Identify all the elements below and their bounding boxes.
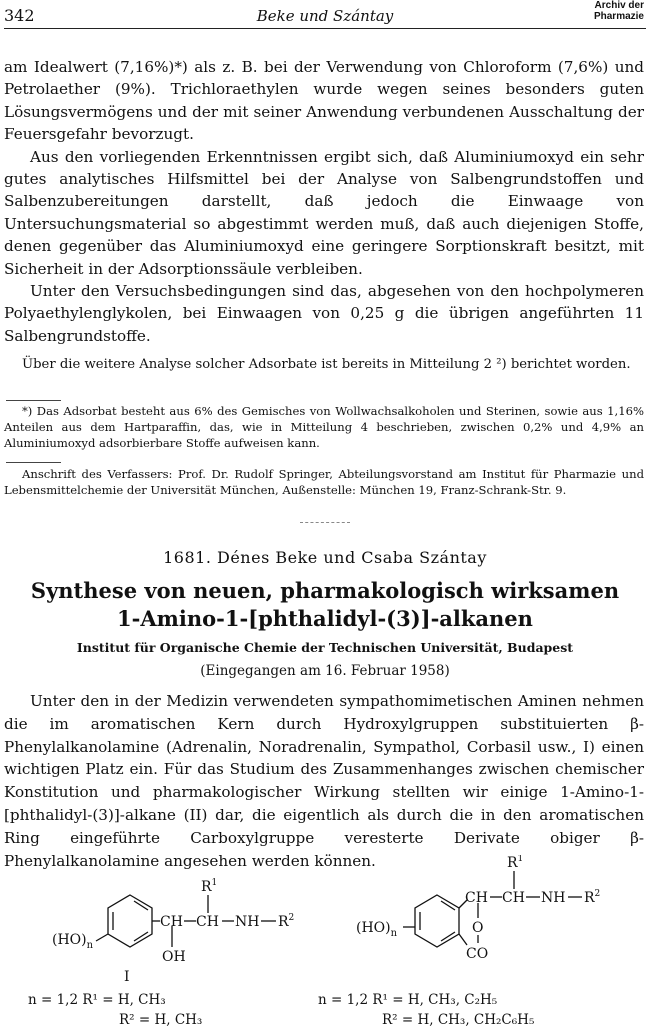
paragraph: Unter den in der Medizin verwendeten sympathomimetischen Aminen nehmen die im aromatischen Kern durch Hydroxylgruppen substituierten β-Phenylalkanolamine (Adrenalin, Noradrenalin, Sympathol, Corbasil usw., I) einen wichtigen Platz ein. Für das Studium des Zusammenhanges zwischen chemischer Konstitution und pharmakologischer Wirkung stellten wir einige 1-Amino-1-[phthalidyl-(3)]-alkane (II) dar, die eigentlich als durch die in den aromatischen Ring eingeführte Carboxylgruppe veresterte Derivate obiger β-Phenylalkanolamine angesehen werden können. [4, 692, 644, 870]
address-text: Anschrift des Verfassers: Prof. Dr. Rudolf Springer, Abteilungsvorstand am Institut für Pharmazie und Lebensmittelchemie der Universität München, Außenstelle: München 19, Franz-Schrank-Str. 9. [4, 467, 644, 497]
bond [459, 934, 467, 945]
label-r1: $R^1$ [201, 878, 218, 895]
article-divider [300, 522, 350, 523]
structure-i-labels [52, 878, 294, 985]
double-bond [134, 901, 148, 910]
label-r2: $R^2$ [584, 889, 601, 906]
paragraph: Über die weitere Analyse solcher Adsorbate ist bereits in Mitteilung 2 ²) berichtet worden. [22, 357, 631, 372]
substituents-i-line-2: R² = H, CH₃ [119, 1012, 203, 1028]
double-bond [441, 901, 455, 910]
structure-drawings [0, 855, 650, 1015]
double-bond [441, 932, 455, 941]
substituents-ii-line-1: n = 1,2 R¹ = H, CH₃, C₂H₅ [318, 992, 498, 1008]
label-carbonyl: CO [466, 946, 489, 962]
label-oh: OH [162, 949, 186, 965]
page-header [0, 0, 650, 30]
author-address [4, 466, 644, 498]
substituents-i-line-1: n = 1,2 R¹ = H, CH₃ [28, 992, 166, 1008]
paragraph: Unter den Versuchsbedingungen sind das, abgesehen von den hochpolymeren Polyaethylenglykolen, bei Einwaagen von 0,25 g die übrigen angeführten 11 Salbengrundstoffe. [4, 282, 644, 345]
header-rule [4, 28, 646, 29]
benzene-ring-i [108, 895, 152, 947]
benzene-ring-ii [415, 895, 459, 947]
label-r2: $R^2$ [278, 913, 295, 930]
previous-article-text [4, 56, 644, 347]
label-nh: NH [541, 890, 566, 906]
article-title [0, 577, 650, 633]
closing-note [4, 356, 644, 374]
label-ho: $(HO)_n$ [356, 920, 398, 939]
journal-name [594, 0, 644, 22]
page-number: 342 [4, 6, 35, 25]
label-r1: $R^1$ [507, 855, 524, 871]
journal-line-1: Archiv der [594, 0, 644, 11]
address-separator [6, 462, 61, 463]
running-title: Beke und Szántay [256, 7, 394, 25]
double-bond [134, 932, 148, 941]
paragraph: Aus den vorliegenden Erkenntnissen ergibt sich, daß Aluminiumoxyd ein sehr gutes analytisches Hilfsmittel bei der Analyse von Salbengrundstoffen und Salbenzubereitungen darstellt, daß jedoch die Einwaage von Untersuchungsmaterial so abgestimmt werden muß, daß auch diejenigen Stoffe, denen gegenüber das Aluminiumoxyd eine geringere Sorptionskraft besitzt, mit Sicherheit in der Adsorptionssäule verbleiben. [4, 147, 644, 278]
substituents-ii-line-2: R² = H, CH₃, CH₂C₆H₅ [382, 1012, 535, 1028]
footnote-separator [6, 400, 61, 401]
structure-ii-bonds [403, 871, 582, 947]
label-nh: NH [235, 914, 260, 930]
article-text [4, 690, 644, 872]
footnote [4, 403, 644, 451]
label-ring-oxygen: O [472, 920, 484, 936]
paragraph: am Idealwert (7,16%)*) als z. B. bei der Verwendung von Chloroform (7,6%) und Petrolaether (9%). Trichloraethylen wurde wegen seines besonders guten Lösungsvermögens und der mit seiner Anwendung verbundenen Ausschaltung der Feuersgefahr bevorzugt. [4, 58, 644, 144]
label-ch: CH [465, 890, 488, 906]
footnote-text: *) Das Adsorbat besteht aus 6% des Gemisches von Wollwachsalkoholen und Sterinen, sowie aus 1,16% Anteilen aus dem Hartparaffin, das, wie in Mitteilung 4 beschrieben, zwischen 0,2% und 4,9% an Aluminiumoxyd adsorbierbare Stoffe aufweisen kann. [4, 404, 644, 450]
chemical-structures [0, 855, 650, 1015]
title-line-2: 1-Amino-1-[phthalidyl-(3)]-alkanen [117, 606, 533, 631]
institute: Institut für Organische Chemie der Technischen Universität, Budapest [76, 640, 574, 655]
label-ch: CH [502, 890, 525, 906]
journal-line-2: Pharmazie [593, 11, 644, 22]
bond [96, 934, 108, 941]
title-line-1: Synthese von neuen, pharmakologisch wirksamen [30, 578, 620, 603]
structure-i-label: I [124, 969, 130, 985]
label-ch: CH [196, 914, 219, 930]
article-number-authors: 1681. Dénes Beke und Csaba Szántay [163, 548, 487, 567]
label-ch: CH [160, 914, 183, 930]
label-ho: $(HO)_n$ [52, 932, 94, 951]
received-date: (Eingegangen am 16. Februar 1958) [200, 663, 450, 679]
